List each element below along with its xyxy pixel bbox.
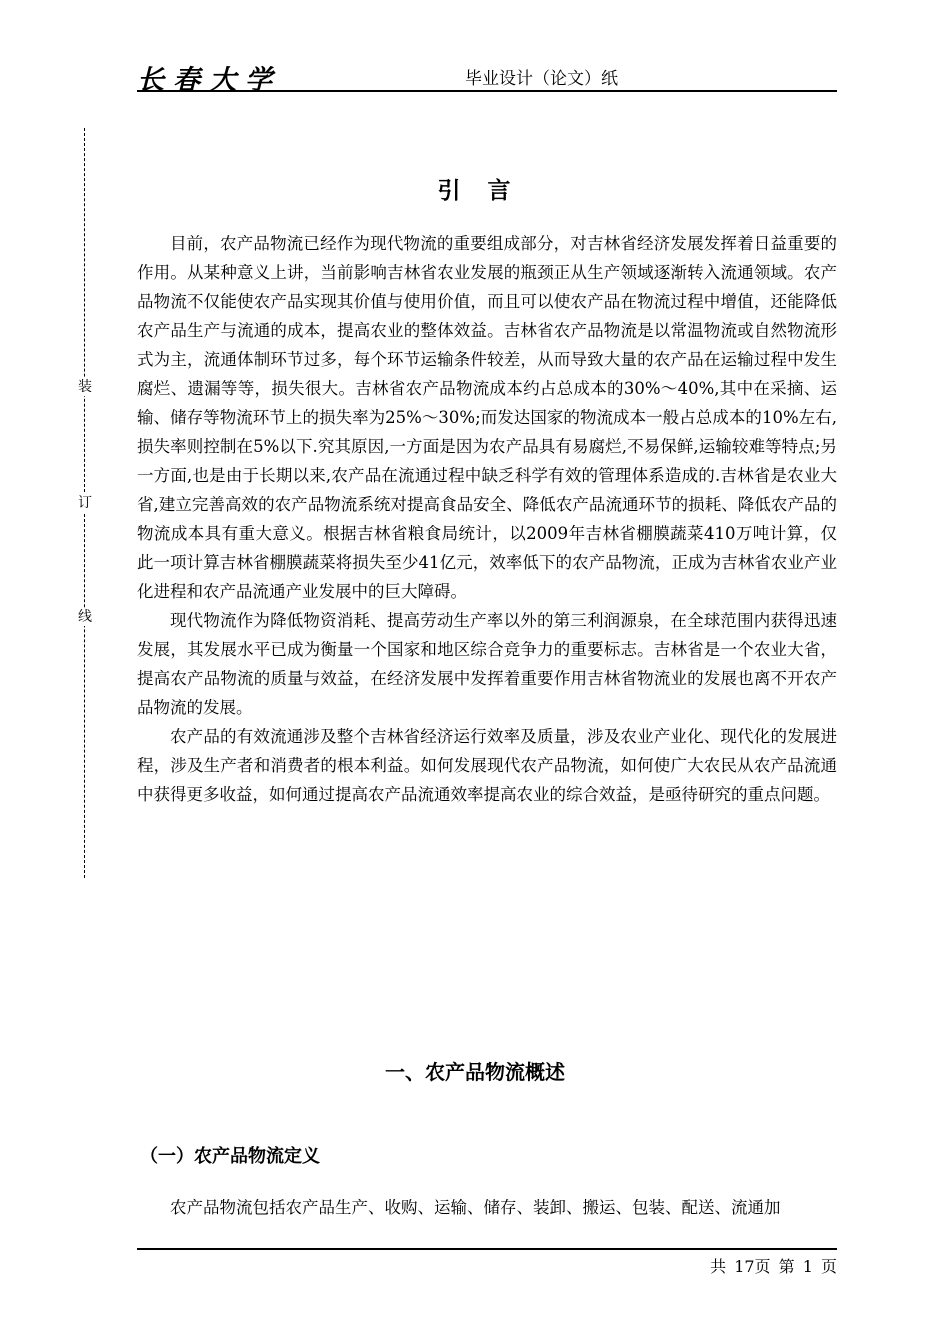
section-body bbox=[137, 1193, 837, 1222]
section-heading: 一、农产品物流概述 bbox=[385, 1060, 565, 1084]
header-rule bbox=[137, 90, 837, 92]
school-logo: 长春大学 bbox=[137, 65, 281, 96]
binding-char-zhuang: 装 bbox=[78, 379, 92, 395]
section-paragraph: 农产品物流包括农产品生产、收购、运输、储存、装卸、搬运、包装、配送、流通加 bbox=[170, 1198, 781, 1217]
binding-char-ding: 订 bbox=[78, 495, 92, 511]
footer-rule bbox=[137, 1248, 837, 1250]
header-title: 毕业设计（论文）纸 bbox=[465, 69, 618, 89]
page-counter: 共 17页 第 1 页 bbox=[710, 1257, 837, 1276]
subsection-heading: （一）农产品物流定义 bbox=[140, 1146, 320, 1167]
intro-paragraph: 农产品的有效流通涉及整个吉林省经济运行效率及质量，涉及农业产业化、现代化的发展进程，涉及生产者和消费者的根本利益。如何发展现代农产品物流，如何使广大农民从农产品流通中获得更多收益，如何通过提高农产品流通效率提高农业的综合效益，是亟待研究的重点问题。 bbox=[137, 727, 837, 804]
intro-heading: 引 言 bbox=[437, 178, 513, 204]
intro-body bbox=[137, 229, 837, 809]
intro-paragraph: 现代物流作为降低物资消耗、提高劳动生产率以外的第三利润源泉，在全球范围内获得迅速发展，其发展水平已成为衡量一个国家和地区综合竞争力的重要标志。吉林省是一个农业大省，提高农产品物流的质量与效益，在经济发展中发挥着重要作用吉林省物流业的发展也离不开农产品物流的发展。 bbox=[137, 611, 837, 717]
binding-char-xian: 线 bbox=[78, 609, 92, 625]
intro-paragraph: 目前，农产品物流已经作为现代物流的重要组成部分，对吉林省经济发展发挥着日益重要的作用。从某种意义上讲，当前影响吉林省农业发展的瓶颈正从生产领域逐渐转入流通领域。农产品物流不仅能使农产品实现其价值与使用价值，而且可以使农产品在物流过程中增值，还能降低农产品生产与流通的成本，提高农业的整体效益。吉林省农产品物流是以常温物流或自然物流形式为主，流通体制环节过多，每个环节运输条件较差，从而导致大量的农产品在运输过程中发生腐烂、遗漏等等，损失很大。吉林省农产品物流成本约占总成本的30%～40%,其中在采摘、运输、储存等物流环节上的损失率为25%～30%;而发达国家的物流成本一般占总成本的10%左右,损失率则控制在5%以下.究其原因,一方面是因为农产品具有易腐烂,不易保鲜,运输较难等特点;另一方面,也是由于长期以来,农产品在流通过程中缺乏科学有效的管理体系造成的.吉林省是农业大省,建立完善高效的农产品物流系统对提高食品安全、降低农产品流通环节的损耗、降低农产品的物流成本具有重大意义。根据吉林省粮食局统计，以2009年吉林省棚膜蔬菜410万吨计算，仅此一项计算吉林省棚膜蔬菜将损失至少41亿元，效率低下的农产品物流，正成为吉林省农业产业化进程和农产品流通产业发展中的巨大障碍。 bbox=[137, 234, 837, 601]
